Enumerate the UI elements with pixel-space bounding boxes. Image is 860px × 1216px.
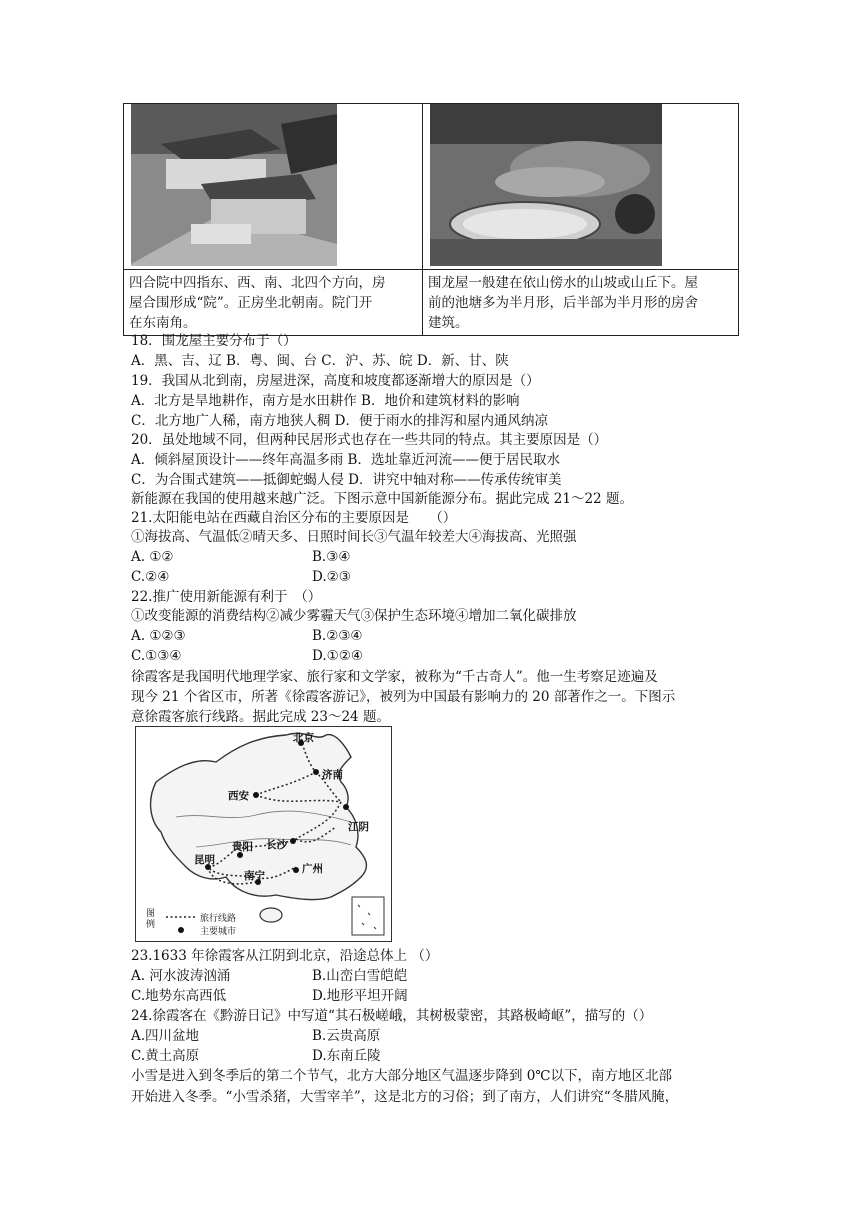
q22-option-a: A. ①②③ xyxy=(131,628,186,644)
q22-option-d: D.①②④ xyxy=(312,648,363,664)
q21-option-b: B.③④ xyxy=(312,549,351,565)
q19-options-cd: C．北方地广人稀，南方地狭人稠 D．便于雨水的排泻和屋内通风纳凉 xyxy=(131,413,548,429)
snow-intro-line: 开始进入冬季。“小雪杀猪，大雪宰羊”，这是北方的习俗；到了南方，人们讲究“冬腊风腌， xyxy=(131,1089,679,1105)
q18-stem: 18．围龙屋主要分布于（） xyxy=(131,333,297,349)
legend-route-label: 旅行线路 xyxy=(200,914,237,924)
xu-intro-line: 意徐霞客旅行线路。据此完成 23～24 题。 xyxy=(131,709,390,725)
q22-option-b: B.②③④ xyxy=(312,628,363,644)
q22-option-c: C.①③④ xyxy=(131,648,182,664)
q23-option-a: A. 河水波涛汹涌 xyxy=(131,968,231,984)
caption-line: 前的池塘多为半月形，后半部为半月形的房舍 xyxy=(428,295,698,311)
q22-stem: 22.推广使用新能源有利于 （） xyxy=(131,589,322,605)
caption-line: 四合院中四指东、西、南、北四个方向，房 xyxy=(129,275,386,291)
q23-stem: 23.1633 年徐霞客从江阴到北京，沿途总体上 （） xyxy=(131,948,439,964)
q24-option-d: D.东南丘陵 xyxy=(312,1048,381,1064)
siheyuan-caption xyxy=(124,270,423,336)
city-label: 贵阳 xyxy=(232,841,253,853)
q19-stem: 19．我国从北到南，房屋进深，高度和坡度都逐渐增大的原因是（） xyxy=(131,373,540,389)
q21-option-c: C.②④ xyxy=(131,569,170,585)
weilongwu-photo xyxy=(430,104,662,266)
caption-line: 围龙屋一般建在依山傍水的山坡或山丘下。屋 xyxy=(428,275,698,291)
q20-options-ab: A．倾斜屋顶设计——终年高温多雨 B．选址靠近河流——便于居民取水 xyxy=(131,452,560,468)
caption-line: 在东南角。 xyxy=(129,315,197,331)
q22-statements: ①改变能源的消费结构②减少雾霾天气③保护生态环境④增加二氧化碳排放 xyxy=(131,608,577,624)
legend-city-label: 主要城市 xyxy=(200,927,237,937)
city-label: 济南 xyxy=(322,769,343,781)
snow-intro-line: 小雪是进入到冬季后的第二个节气，北方大部分地区气温逐步降到 0℃以下，南方地区北部 xyxy=(131,1068,672,1084)
q23-option-b: B.山峦白雪皑皑 xyxy=(312,968,408,984)
city-label: 西安 xyxy=(228,790,249,802)
q24-option-c: C.黄土高原 xyxy=(131,1048,200,1064)
legend-title: 图例 xyxy=(146,909,156,930)
city-label: 南宁 xyxy=(244,870,265,882)
q20-stem: 20．虽处地域不同，但两种民居形式也存在一些共同的特点。其主要原因是（） xyxy=(131,432,608,448)
energy-intro: 新能源在我国的使用越来越广泛。下图示意中国新能源分布。据此完成 21～22 题。 xyxy=(131,491,633,507)
caption-line: 屋合围形成“院”。正房坐北朝南。院门开 xyxy=(129,295,373,311)
q24-option-a: A.四川盆地 xyxy=(131,1028,200,1044)
china-outline-map xyxy=(136,727,391,941)
q18-options: A．黑、吉、辽 B．粤、闽、台 C．沪、苏、皖 D．新、甘、陕 xyxy=(131,353,509,369)
xu-intro-line: 徐霞客是我国明代地理学家、旅行家和文学家，被称为“千古奇人”。他一生考察足迹遍及 xyxy=(131,669,658,685)
caption-line: 建筑。 xyxy=(428,315,469,331)
siheyuan-photo xyxy=(131,104,337,266)
q23-option-d: D.地形平坦开阔 xyxy=(312,988,408,1004)
q20-options-cd: C．为合围式建筑——抵御蛇蝎人侵 D．讲究中轴对称——传承传统审美 xyxy=(131,472,562,488)
weilongwu-caption xyxy=(423,270,739,336)
q19-options-ab: A．北方是旱地耕作，南方是水田耕作 B．地价和建筑材料的影响 xyxy=(131,393,520,409)
q21-statements: ①海拔高、气温低②晴天多、日照时间长③气温年较差大④海拔高、光照强 xyxy=(131,529,577,545)
q24-stem: 24.徐霞客在《黔游日记》中写道“其石极嵯峨，其树极蒙密，其路极崎岖”，描写的（） xyxy=(131,1008,653,1024)
city-label: 长沙 xyxy=(266,839,287,851)
city-label: 北京 xyxy=(293,732,314,744)
city-label: 广州 xyxy=(302,863,323,875)
xu-intro-line: 现今 21 个省区市，所著《徐霞客游记》，被列为中国最有影响力的 20 部著作之一。下图示 xyxy=(131,689,676,705)
q23-option-c: C.地势东高西低 xyxy=(131,988,227,1004)
city-label: 昆明 xyxy=(194,854,215,866)
q21-option-d: D.②③ xyxy=(312,569,351,585)
city-label: 江阴 xyxy=(348,821,369,833)
q24-option-b: B.云贵高原 xyxy=(312,1028,381,1044)
q21-stem: 21.太阳能电站在西藏自治区分布的主要原因是 （） xyxy=(131,510,457,526)
q21-option-a: A. ①② xyxy=(131,549,174,565)
xu-travel-route-map xyxy=(135,726,392,942)
